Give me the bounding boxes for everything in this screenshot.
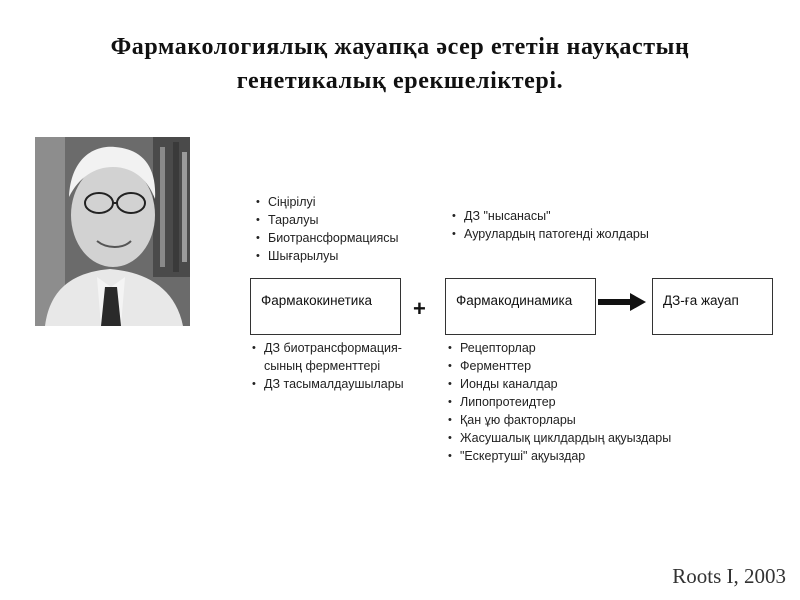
pk-properties-list	[256, 193, 399, 265]
list-item: • Биотрансформациясы	[256, 229, 399, 247]
list-item: • ДЗ "нысанасы"	[452, 207, 649, 225]
slide-title	[0, 30, 800, 98]
pharmacokinetics-box: Фармакокинетика	[250, 278, 401, 335]
pk-factors-list	[252, 339, 404, 393]
list-item: • Жасушалық циклдардың ақуыздары	[448, 429, 671, 447]
arrow-right-icon	[598, 292, 648, 312]
list-item: • Қан ұю факторлары	[448, 411, 671, 429]
plus-sign: +	[413, 296, 426, 321]
pd-properties-list	[452, 207, 649, 243]
list-item: • Таралуы	[256, 211, 399, 229]
list-item: • Рецепторлар	[448, 339, 671, 357]
list-item: • ДЗ биотрансформация- сының ферменттері	[252, 339, 404, 375]
title-line-1: Фармакологиялық жауапқа әсер ететін науқастың	[110, 34, 690, 60]
drug-response-box: ДЗ-ға жауап	[652, 278, 773, 335]
pd-factors-list	[448, 339, 671, 465]
list-item: • Аурулардың патогенді жолдары	[452, 225, 649, 243]
pharmacodynamics-box: Фармакодинамика	[445, 278, 596, 335]
list-item: • "Ескертуші" ақуыздар	[448, 447, 671, 465]
list-item: • Липопротеидтер	[448, 393, 671, 411]
portrait-photo	[35, 137, 190, 326]
list-item: • Шығарылуы	[256, 247, 399, 265]
citation: Roots I, 2003	[672, 564, 786, 588]
title-line-2: генетикалық ерекшеліктері.	[236, 68, 564, 94]
list-item: • Ионды каналдар	[448, 375, 671, 393]
list-item: • ДЗ тасымалдаушылары	[252, 375, 404, 393]
list-item: • Ферменттер	[448, 357, 671, 375]
list-item: • Сіңірілуі	[256, 193, 399, 211]
